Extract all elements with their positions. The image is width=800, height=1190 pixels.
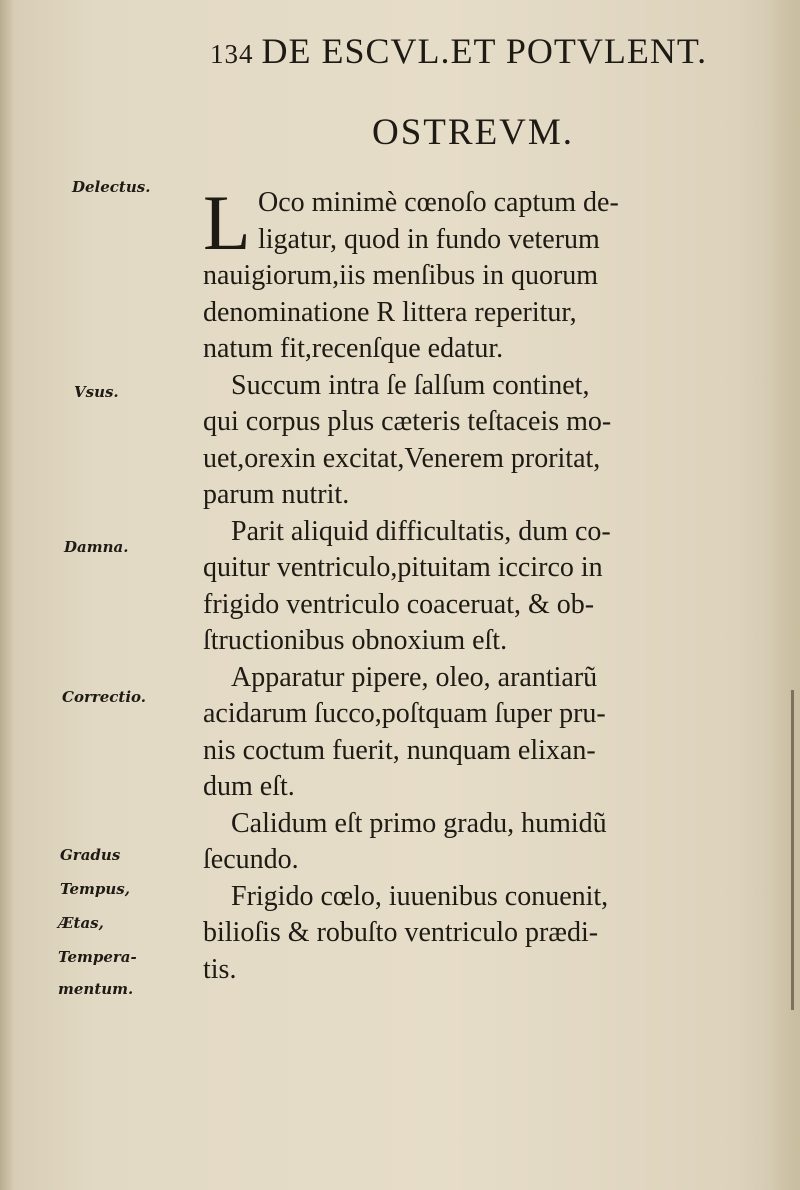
text-line: tis. — [203, 953, 237, 985]
running-title: DE ESCVL.ET POTVLENT. — [261, 31, 708, 71]
text-line: qui corpus plus cæteris teſtaceis mo- — [203, 406, 612, 437]
margin-note-tempera: Tempera- — [58, 948, 137, 966]
text-line: natum fit,recenſque edatur. — [203, 333, 504, 364]
text-line: Succum intra ſe ſalſum continet, — [231, 369, 590, 401]
margin-note-correctio: Correctio. — [62, 688, 147, 706]
section-title: OSTREVM. — [372, 112, 575, 153]
margin-note-tempus: Tempus, — [60, 880, 130, 898]
text-line: Apparatur pipere, oleo, arantiarũ — [231, 661, 598, 693]
paragraph-tempus — [203, 879, 763, 989]
text-line: denominatione R littera reperitur, — [203, 296, 577, 328]
page-edge-mark — [791, 690, 794, 1010]
margin-note-damna: Damna. — [64, 538, 129, 556]
text-line: quitur ventriculo,pituitam iccirco in — [203, 552, 603, 583]
margin-note-gradus: Gradus — [60, 846, 121, 864]
margin-note-usus: Vsus. — [74, 383, 119, 401]
text-line: ligatur, quod in fundo veterum — [258, 223, 600, 255]
paragraph-usus — [203, 368, 763, 514]
text-line: bilioſis & robuſto ventriculo prædi- — [203, 917, 599, 948]
text-line: nis coctum fuerit, nunquam elixan- — [203, 734, 596, 766]
page-gutter-shadow — [0, 0, 14, 1190]
text-line: parum nutrit. — [203, 479, 350, 510]
text-line: ſtructionibus obnoxium eſt. — [203, 625, 508, 656]
margin-note-aetas: Ætas, — [58, 914, 104, 932]
text-line: Frigido cœlo, iuuenibus conuenit, — [231, 880, 609, 912]
text-line: acidarum ſucco,poſtquam ſuper pru- — [203, 698, 606, 729]
page-edge-shadow — [770, 0, 800, 1190]
paragraph-gradus — [203, 806, 763, 879]
text-line: uet,orexin excitat,Venerem proritat, — [203, 442, 601, 474]
text-line: dum eſt. — [203, 771, 295, 802]
paragraph-delectus — [203, 179, 763, 368]
text-line: Oco minimè cœnoſo captum de- — [258, 187, 619, 218]
body-text — [203, 179, 763, 988]
page-number: 134 — [210, 39, 254, 69]
text-line: nauigiorum,iis menſibus in quorum — [203, 260, 599, 291]
drop-cap: L — [203, 179, 251, 266]
text-line: ſecundo. — [203, 844, 299, 875]
text-line: frigido ventriculo coaceruat, & ob- — [203, 588, 595, 620]
running-head — [210, 30, 770, 72]
margin-note-delectus: Delectus. — [72, 178, 151, 196]
text-line: Calidum eſt primo gradu, humidũ — [231, 807, 607, 839]
margin-note-mentum: mentum. — [58, 980, 134, 998]
text-line: Parit aliquid difficultatis, dum co- — [231, 515, 611, 547]
paragraph-correctio — [203, 660, 763, 806]
paragraph-damna — [203, 514, 763, 660]
